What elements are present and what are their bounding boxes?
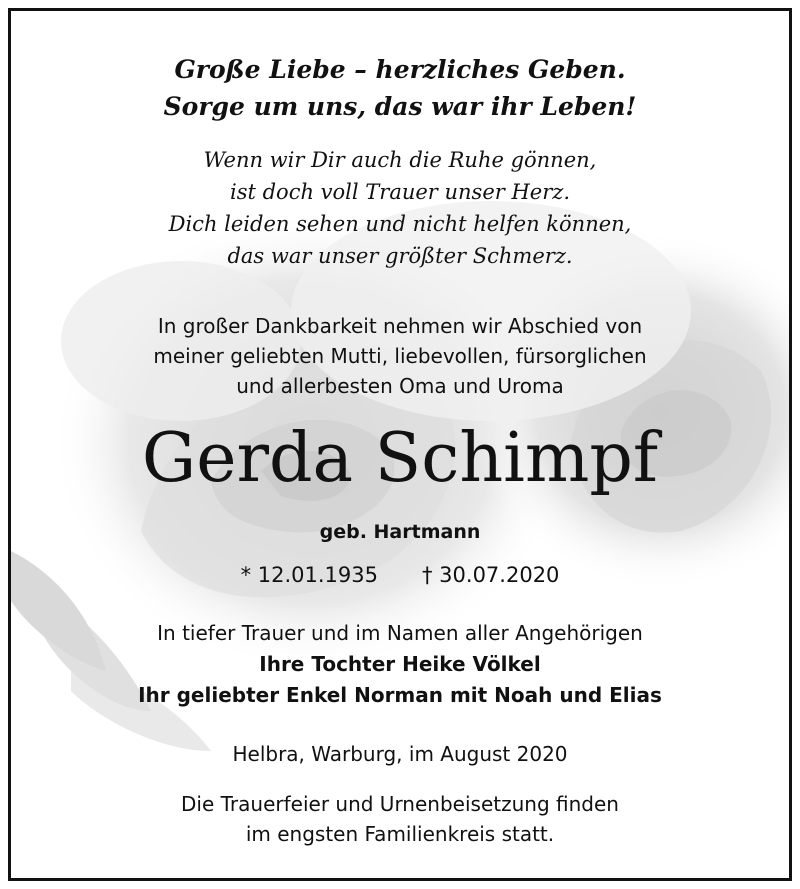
birth-date: * 12.01.1935 — [240, 563, 378, 587]
death-date: † 30.07.2020 — [422, 563, 560, 587]
mourner-daughter: Ihre Tochter Heike Völkel — [259, 652, 541, 676]
ceremony-note-line-1: Die Trauerfeier und Urnenbeisetzung finden — [181, 792, 619, 816]
poem-verse-line-2: ist doch voll Trauer unser Herz. — [230, 180, 570, 204]
poem-verse-line-1: Wenn wir Dir auch die Ruhe gönnen, — [203, 148, 597, 172]
deceased-name: Gerda Schimpf — [141, 419, 659, 498]
mourner-grandson: Ihr geliebter Enkel Norman mit Noah und Elias — [138, 683, 662, 707]
obituary-frame — [8, 8, 792, 881]
life-dates — [11, 563, 789, 587]
poem-verse-line-4: das war unser größter Schmerz. — [227, 244, 573, 268]
mourners-lead: In tiefer Trauer und im Namen aller Angehörigen — [157, 621, 643, 645]
ceremony-note-line-2: im engsten Familienkreis statt. — [245, 822, 555, 846]
place-and-date: Helbra, Warburg, im August 2020 — [232, 742, 568, 766]
maiden-name: geb. Hartmann — [319, 521, 481, 543]
poem-heading-line-2: Sorge um uns, das war ihr Leben! — [163, 92, 637, 121]
poem-verse-line-3: Dich leiden sehen und nicht helfen können, — [168, 212, 632, 236]
intro-line-1: In großer Dankbarkeit nehmen wir Abschied von — [157, 314, 643, 338]
intro-line-3: und allerbesten Oma und Uroma — [236, 374, 564, 398]
intro-line-2: meiner geliebten Mutti, liebevollen, fürsorglichen — [153, 344, 647, 368]
poem-heading-line-1: Große Liebe – herzliches Geben. — [174, 55, 626, 84]
